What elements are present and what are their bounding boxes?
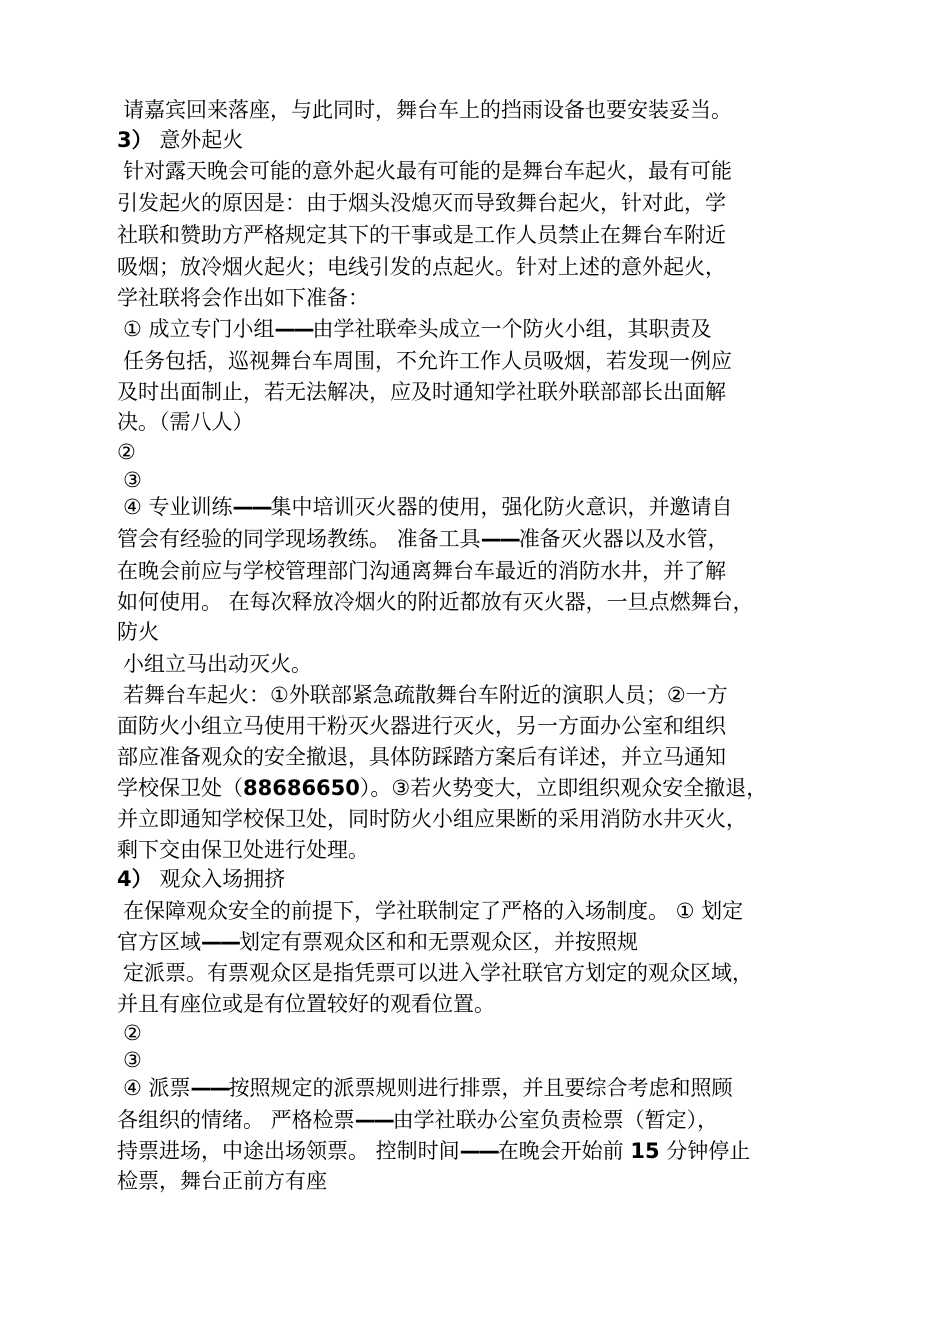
paragraph-line: ④ 专业训练——集中培训灭火器的使用，强化防火意识，并邀请自	[123, 495, 733, 519]
paragraph-line: 若舞台车起火：①外联部紧急疏散舞台车附近的演职人员；②一方	[123, 683, 728, 707]
paragraph-line: ④ 派票——按照规定的派票规则进行排票，并且要综合考虑和照顾	[123, 1076, 733, 1100]
paragraph-line: 防火	[117, 620, 159, 644]
paragraph-line: 在保障观众安全的前提下，学社联制定了严格的入场制度。 ① 划定	[123, 899, 744, 923]
paragraph-line: 引发起火的原因是：由于烟头没熄灭而导致舞台起火，针对此，学	[117, 191, 726, 215]
paragraph-line: 管会有经验的同学现场教练。 准备工具——准备灭火器以及水管，	[117, 527, 729, 551]
minutes-value: 15	[630, 1139, 660, 1163]
paragraph-line: 剩下交由保卫处进行处理。	[117, 838, 369, 862]
paragraph-line: 及时出面制止，若无法解决，应及时通知学社联外联部部长出面解	[117, 380, 726, 404]
paragraph-line: 持票进场，中途出场领票。 控制时间——在晚会开始前 15 分钟停止	[117, 1139, 751, 1163]
paragraph-line: 学校保卫处（88686650）。③若火势变大，立即组织观众安全撤退，	[117, 776, 768, 800]
section-heading: 3） 意外起火	[117, 128, 244, 152]
paragraph-line: 部应准备观众的安全撤退，具体防踩踏方案后有详述，并立马通知	[117, 745, 726, 769]
paragraph-line: 学社联将会作出如下准备：	[117, 286, 369, 310]
paragraph-line: 如何使用。 在每次释放冷烟火的附近都放有灭火器，一旦点燃舞台，	[117, 590, 754, 614]
paragraph-line: 吸烟；放冷烟火起火；电线引发的点起火。针对上述的意外起火，	[117, 255, 726, 279]
paragraph-line: 请嘉宾回来落座，与此同时，舞台车上的挡雨设备也要安装妥当。	[123, 98, 732, 122]
list-marker: ②	[117, 440, 136, 464]
paragraph-line: 官方区域——划定有票观众区和和无票观众区，并按照规	[117, 930, 638, 954]
paragraph-line: 面防火小组立马使用干粉灭火器进行灭火，另一方面办公室和组织	[117, 714, 726, 738]
list-marker: ③	[123, 1048, 142, 1072]
paragraph-line: 社联和赞助方严格规定其下的干事或是工作人员禁止在舞台车附近	[117, 223, 726, 247]
paragraph-line: 任务包括，巡视舞台车周围，不允许工作人员吸烟，若发现一例应	[123, 349, 732, 373]
paragraph-line: 各组织的情绪。 严格检票——由学社联办公室负责检票（暂定），	[117, 1108, 719, 1132]
section-heading: 4） 观众入场拥挤	[117, 867, 286, 891]
paragraph-line: 针对露天晚会可能的意外起火最有可能的是舞台车起火，最有可能	[123, 159, 732, 183]
section-number: 3）	[117, 128, 153, 152]
paragraph-line: 在晚会前应与学校管理部门沟通离舞台车最近的消防水井，并了解	[117, 559, 726, 583]
section-number: 4）	[117, 867, 153, 891]
list-marker: ②	[123, 1021, 142, 1045]
paragraph-line: 并且有座位或是有位置较好的观看位置。	[117, 992, 495, 1016]
paragraph-line: 并立即通知学校保卫处，同时防火小组应果断的采用消防水井灭火，	[117, 807, 747, 831]
list-marker: ③	[123, 468, 142, 492]
paragraph-line: 小组立马出动灭火。	[123, 652, 312, 676]
paragraph-line: 检票，舞台正前方有座	[117, 1169, 327, 1193]
paragraph-line: ① 成立专门小组——由学社联牵头成立一个防火小组，其职责及	[123, 317, 712, 341]
phone-number: 88686650	[243, 776, 360, 800]
paragraph-line: 定派票。有票观众区是指凭票可以进入学社联官方划定的观众区域，	[123, 961, 753, 985]
paragraph-line: 决。（需八人）	[117, 410, 254, 434]
